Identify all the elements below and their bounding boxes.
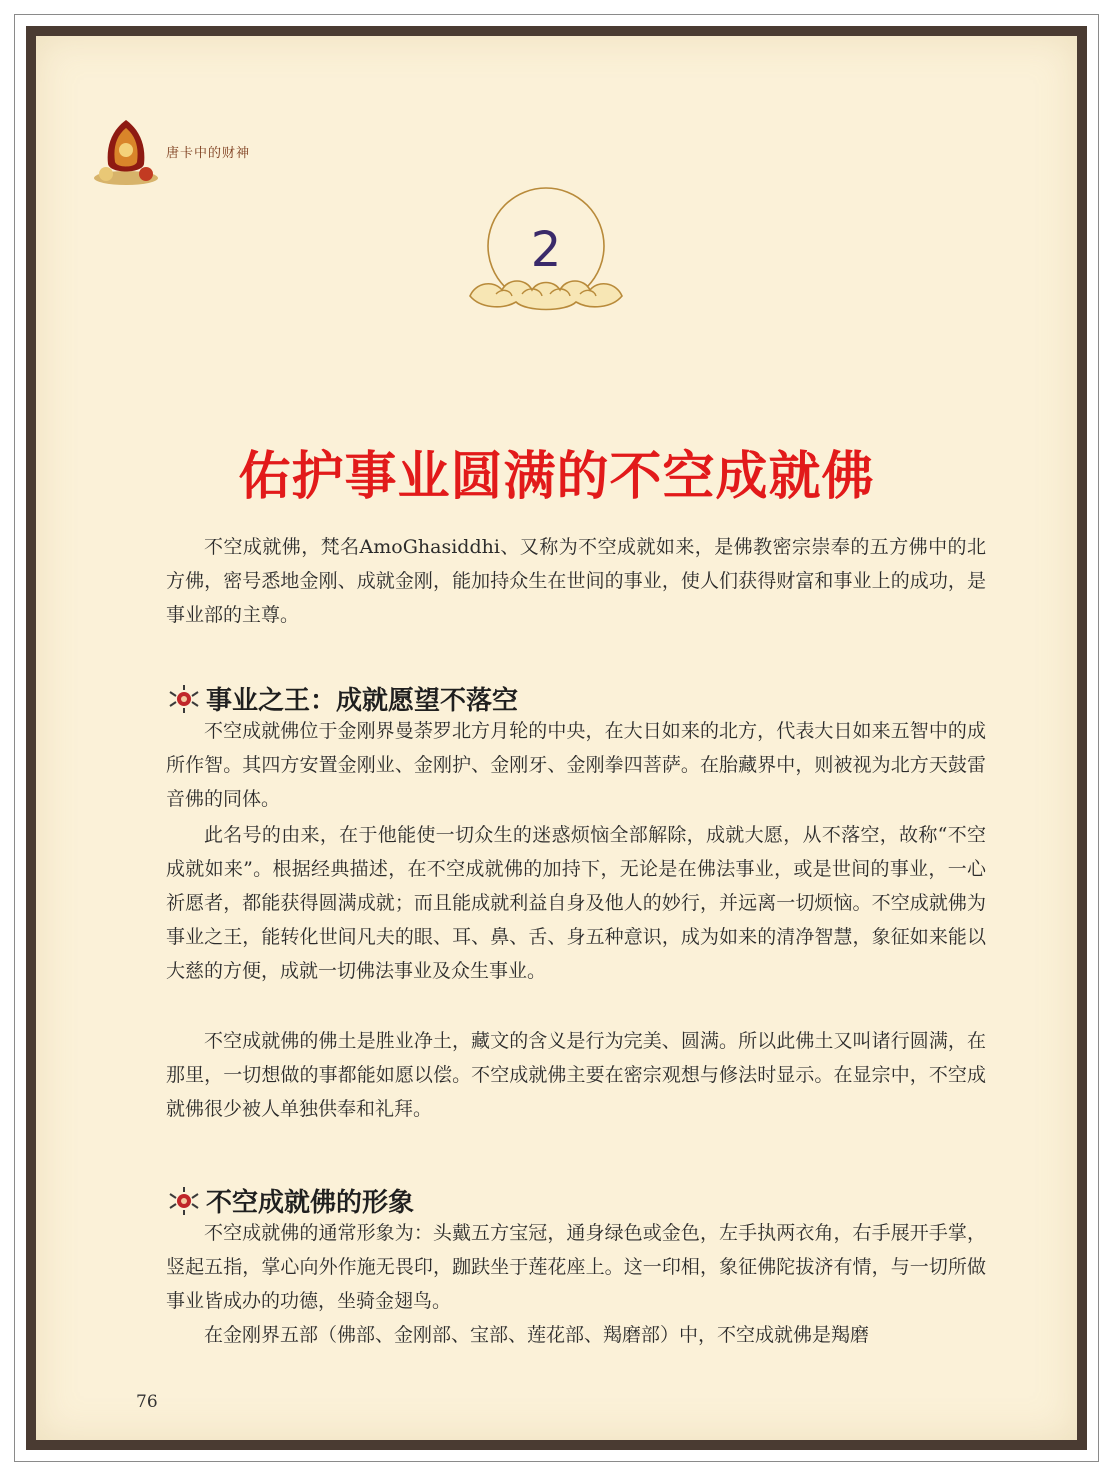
flower-icon (166, 1186, 202, 1216)
section-heading-text: 事业之王：成就愿望不落空 (206, 686, 519, 716)
chapter-number: 2 (530, 222, 562, 278)
page-title: 佑护事业圆满的不空成就佛 (238, 447, 875, 507)
section-heading-1 (166, 680, 518, 717)
section-1-paragraph-3: 不空成就佛的佛土是胜业净土，藏文的含义是行为完美、圆满。所以此佛土又叫诸行圆满，在那里，一切想做的事都能如愿以偿。不空成就佛主要在密宗观想与修法时显示。在显宗中，不空成就佛很少被人单独供奉和礼拜。 (166, 1030, 986, 1120)
section-2-paragraph-1: 不空成就佛的通常形象为：头戴五方宝冠，通身绿色或金色，左手执两衣角，右手展开手掌，竖起五指，掌心向外作施无畏印，跏趺坐于莲花座上。这一印相，象征佛陀拔济有情，与一切所做事业皆成办的功德，坐骑金翅鸟。 (166, 1222, 986, 1312)
flower-icon (166, 684, 202, 714)
running-header-title: 唐卡中的财神 (166, 146, 251, 161)
section-1-paragraph-2: 此名号的由来，在于他能使一切众生的迷惑烦恼全部解除，成就大愿，从不落空，故称“不空成就如来”。根据经典描述，在不空成就佛的加持下，无论是在佛法事业，或是世间的事业，一心祈愿者，都能获得圆满成就；而且能成就利益自身及他人的妙行，并远离一切烦恼。不空成就佛为事业之王，能转化世间凡夫的眼、耳、鼻、舌、身五种意识，成为如来的清净智慧，象征如来能以大慈的方便，成就一切佛法事业及众生事业。 (166, 824, 986, 982)
intro-paragraph: 不空成就佛，梵名AmoGhasiddhi、又称为不空成就如来，是佛教密宗崇奉的五方佛中的北方佛，密号悉地金刚、成就金刚，能加持众生在世间的事业，使人们获得财富和事业上的成功，是事业部的主尊。 (166, 536, 986, 626)
thangka-emblem-icon (88, 112, 168, 192)
section-1-paragraph-1: 不空成就佛位于金刚界曼荼罗北方月轮的中央，在大日如来的北方，代表大日如来五智中的成所作智。其四方安置金刚业、金刚护、金刚牙、金刚拳四菩萨。在胎藏界中，则被视为北方天鼓雷音佛的同体。 (166, 720, 986, 810)
section-2-paragraph-2: 在金刚界五部（佛部、金刚部、宝部、莲花部、羯磨部）中，不空成就佛是羯磨 (204, 1324, 870, 1346)
running-header (88, 112, 328, 192)
page-border (26, 26, 1087, 1450)
chapter-badge (456, 184, 636, 334)
page-number: 76 (136, 1392, 158, 1412)
section-heading-text: 不空成就佛的形象 (206, 1188, 415, 1218)
section-heading-2 (166, 1182, 414, 1219)
page (36, 36, 1077, 1440)
